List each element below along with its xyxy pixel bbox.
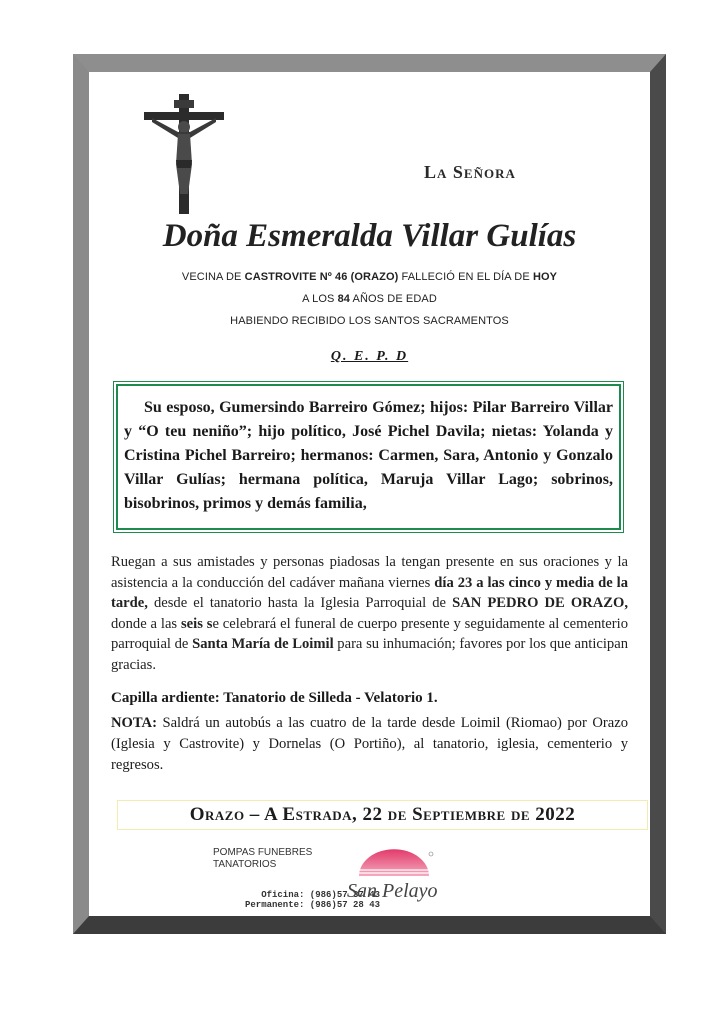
capilla-ardiente: Capilla ardiente: Tanatorio de Silleda - Velatorio 1.: [111, 690, 438, 706]
qepd-label: Q. E. P. D: [330, 349, 409, 364]
notice-paper: [89, 72, 650, 916]
ruegan-paragraph: Ruegan a sus amistades y personas piadosas la tengan presente en sus oraciones y la asistencia a la conducción del cadáver mañana viernes día 23 a las cinco y media de la tarde, desde el tanatorio hasta la Iglesia Parroquial de SAN PEDRO DE ORAZO, donde a las seis se celebrará el funeral de cuerpo presente y seguidamente al cementerio parroquial de Santa María de Loimil para su inhumación; favores por los que anticipan gracias.: [111, 554, 628, 673]
logo-text: San Pelayo: [347, 880, 438, 902]
deceased-name: Doña Esmeralda Villar Gulías: [162, 218, 577, 254]
crucifix-icon: [144, 94, 224, 214]
details-line-2: A LOS 84 AÑOS DE EDAD: [302, 293, 437, 305]
funeral-home-label: POMPAS FUNEBRES TANATORIOS: [213, 847, 313, 870]
black-frame: [73, 54, 666, 934]
nota-paragraph: NOTA: Saldrá un autobús a las cuatro de la tarde desde Loimil (Riomao) por Orazo (Iglesia y Castrovite) y Dornelas (O Portiño), al tanatorio, iglesia, cementerio y regresos.: [111, 715, 628, 773]
heading-la-senora: La Señora: [424, 162, 516, 182]
dateline: Orazo – A Estrada, 22 de Septiembre de 2022: [117, 800, 648, 830]
details-line-1: VECINA DE CASTROVITE Nº 46 (ORAZO) FALLECIÓ EN EL DÍA DE HOY: [181, 271, 558, 283]
family-box: [116, 384, 621, 530]
family-text: Su esposo, Gumersindo Barreiro Gómez; hijos: Pilar Barreiro Villar y “O teu neniño”; hijo político, José Pichel Davila; nietas: Yolanda y Cristina Pichel Barreiro; hermanos: Carmen, Sara, Antonio y Gonzalo Villar Gulías; hermana política, Maruja Villar Lago; sobrinos, bisobrinos, primos y demás familia,: [124, 399, 613, 512]
funeral-home-phones: Oficina: (986)57 37 43 Permanente: (986)57 28 43: [245, 890, 381, 910]
details-line-3: HABIENDO RECIBIDO LOS SANTOS SACRAMENTOS: [230, 315, 509, 327]
